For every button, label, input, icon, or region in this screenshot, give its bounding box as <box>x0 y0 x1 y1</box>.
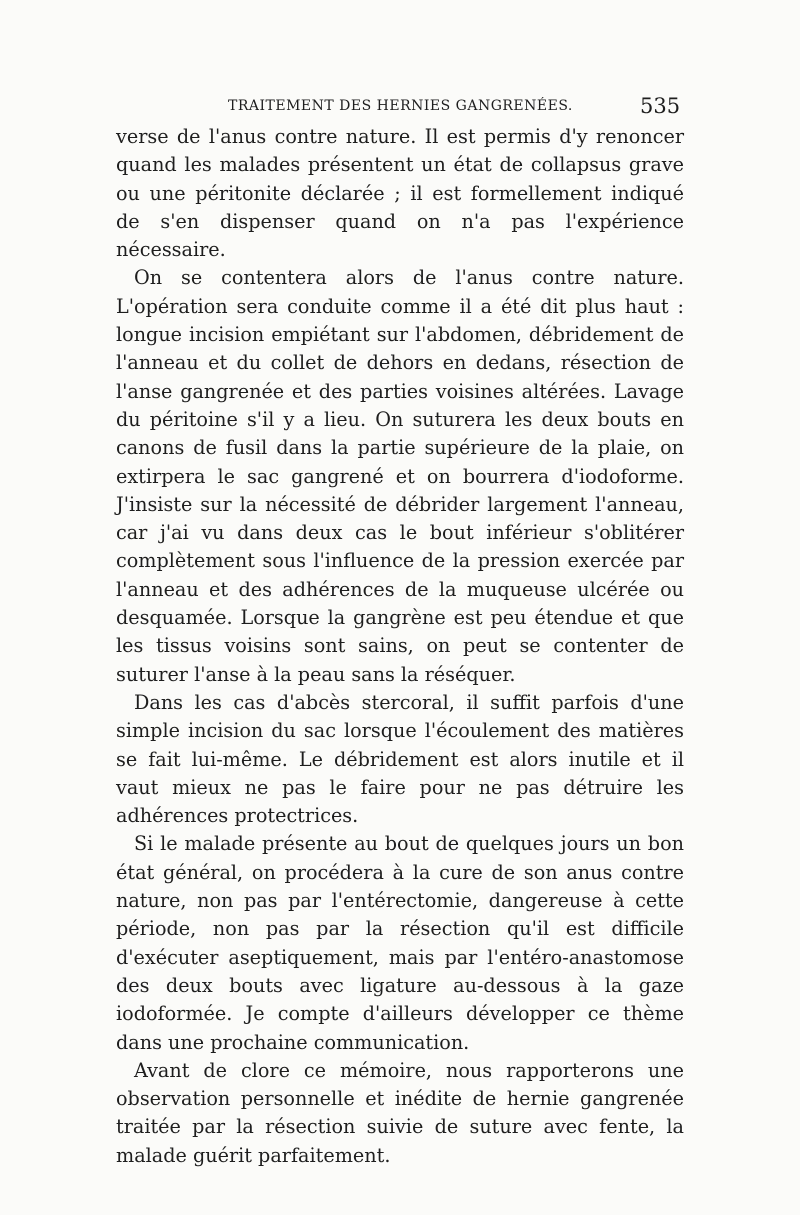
page-number: 535 <box>640 94 681 118</box>
body-text <box>116 123 684 1170</box>
paragraph-3: Dans les cas d'abcès stercoral, il suffit parfois d'une simple incision du sac lorsque l'écoulement des matières se fait lui-même. Le débridement est alors inutile et il vaut mieux ne pas le faire pour ne pas détruire les adhérences protectrices. <box>116 690 684 828</box>
paragraph-1: verse de l'anus contre nature. Il est permis d'y renoncer quand les malades présentent un état de collapsus grave ou une péritonite déclarée ; il est formellement indiqué de s'en dispenser quand on n'a pas l'expérience nécessaire. <box>116 125 684 262</box>
paragraph-4: Si le malade présente au bout de quelques jours un bon état général, on procédera à la cure de son anus contre nature, non pas par l'entérectomie, dangereuse à cette période, non pas par la résection qu'il est difficile d'exécuter aseptiquement, mais par l'entéro-anastomose des deux bouts avec ligature au-dessous à la gaze iodoformée. Je compte d'ailleurs développer ce thème dans une prochaine communication. <box>116 832 684 1054</box>
paragraph-5: Avant de clore ce mémoire, nous rapporterons une observation personnelle et inédite de hernie gangrenée traitée par la résection suivie de suture avec fente, la malade guérit parfaitement. <box>116 1058 684 1167</box>
page-header <box>0 94 800 124</box>
paragraph-2: On se contentera alors de l'anus contre nature. L'opération sera conduite comme il a été dit plus haut : longue incision empiétant sur l'abdomen, débridement de l'anneau et du collet de dehors en dedans, résection de l'anse gangrenée et des parties voisines altérées. Lavage du péritoine s'il y a lieu. On suturera les deux bouts en canons de fusil dans la partie supérieure de la plaie, on extirpera le sac gangrené et on bourrera d'iodoforme. J'insiste sur la nécessité de débrider largement l'anneau, car j'ai vu dans deux cas le bout inférieur s'oblitérer complètement sous l'influence de la pression exercée par l'anneau et des adhérences de la muqueuse ulcérée ou desquamée. Lorsque la gangrène est peu étendue et que les tissus voisins sont sains, on peut se contenter de suturer l'anse à la peau sans la réséquer. <box>116 266 684 686</box>
running-title: TRAITEMENT DES HERNIES GANGRENÉES. <box>228 98 573 114</box>
